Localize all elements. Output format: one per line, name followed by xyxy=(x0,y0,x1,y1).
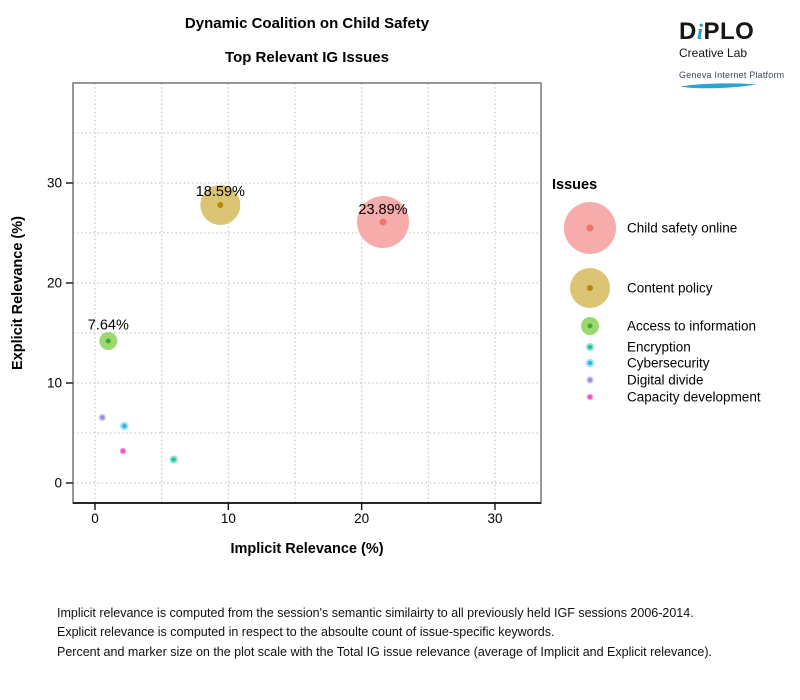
chart-footnotes xyxy=(57,604,757,662)
bubble-cybersecurity xyxy=(120,422,129,431)
bubble-dot-access-to-information xyxy=(106,339,111,344)
legend-item-content-policy xyxy=(570,268,713,308)
x-tick-label-0: 0 xyxy=(91,511,99,526)
brand-letters-plo: PLO xyxy=(703,18,755,45)
legend-label-access-to-information: Access to information xyxy=(627,318,757,334)
bubble-content-policy xyxy=(196,184,245,225)
footnote-line: Percent and marker size on the plot scale with the Total IG issue relevance (average of Implicit and Explicit relevance). xyxy=(57,644,712,659)
legend-label-cybersecurity: Cybersecurity xyxy=(627,355,710,371)
bubble-dot-encryption xyxy=(172,458,176,462)
bubble-child-safety-online xyxy=(357,196,409,248)
y-tick-label-30: 30 xyxy=(46,175,62,191)
bubble-dot-digital-divide xyxy=(100,416,104,420)
legend-item-digital-divide xyxy=(586,373,703,388)
legend-marker-dot-content-policy xyxy=(587,285,593,291)
legend-marker-dot-child-safety-online xyxy=(587,225,594,232)
legend-label-capacity-development: Capacity development xyxy=(627,389,761,405)
legend-label-child-safety-online: Child safety online xyxy=(627,220,738,236)
legend-label-content-policy: Content policy xyxy=(627,280,713,296)
x-tick-label-20: 20 xyxy=(354,511,370,526)
bubble-dot-content-policy xyxy=(217,202,223,208)
legend-marker-dot-encryption xyxy=(588,345,592,349)
chart-title: Dynamic Coalition on Child Safety xyxy=(184,15,430,32)
bubble-dot-cybersecurity xyxy=(122,424,126,428)
diplo-wordmark xyxy=(679,20,789,44)
legend-item-encryption xyxy=(586,340,691,355)
bubble-digital-divide xyxy=(99,414,106,421)
legend-item-cybersecurity xyxy=(586,356,710,371)
logo-tagline: Creative Lab xyxy=(679,46,748,60)
legend-item-access-to-information xyxy=(581,317,756,335)
brand-letter-i: i xyxy=(696,19,704,44)
footnote-line: Implicit relevance is computed from the session's semantic similairty to all previously held IGF sessions 2006-2014. xyxy=(57,606,694,620)
logo-platform-text: Geneva Internet Platform xyxy=(679,70,785,80)
bubble-dot-capacity-development xyxy=(121,449,125,453)
bubble-label-access-to-information: 7.64% xyxy=(87,317,129,334)
bubble-access-to-information xyxy=(88,318,129,351)
footnote-line: Explicit relevance is computed in respect to the absoulte count of issue-specific keywords. xyxy=(57,625,555,640)
legend-item-capacity-development xyxy=(587,390,761,405)
chart-subtitle: Top Relevant IG Issues xyxy=(225,49,389,66)
legend-label-digital-divide: Digital divide xyxy=(627,372,704,388)
legend-marker-dot-cybersecurity xyxy=(588,361,592,365)
plot-panel-border xyxy=(73,83,541,503)
legend-marker-dot-digital-divide xyxy=(588,378,592,382)
bubble-label-child-safety-online: 23.89% xyxy=(358,202,408,218)
brand-letter-d: D xyxy=(679,18,697,45)
legend-label-encryption: Encryption xyxy=(627,339,691,355)
bubble-label-content-policy: 18.59% xyxy=(195,184,245,200)
bubble-encryption xyxy=(170,456,178,464)
x-tick-label-10: 10 xyxy=(220,511,236,526)
x-tick-label-30: 30 xyxy=(487,511,503,526)
legend-title: Issues xyxy=(552,177,598,193)
x-axis-title: Implicit Relevance (%) xyxy=(230,541,384,557)
legend-item-child-safety-online xyxy=(564,202,737,254)
y-tick-label-10: 10 xyxy=(46,375,62,391)
legend-marker-dot-capacity-development xyxy=(588,395,592,399)
y-tick-label-0: 0 xyxy=(54,475,62,491)
bubble-chart xyxy=(0,70,800,580)
y-axis-title: Explicit Relevance (%) xyxy=(10,216,26,370)
legend-marker-dot-access-to-information xyxy=(588,324,593,329)
bubble-dot-child-safety-online xyxy=(379,219,386,226)
y-tick-label-20: 20 xyxy=(46,275,62,291)
bubble-capacity-development xyxy=(120,448,127,455)
